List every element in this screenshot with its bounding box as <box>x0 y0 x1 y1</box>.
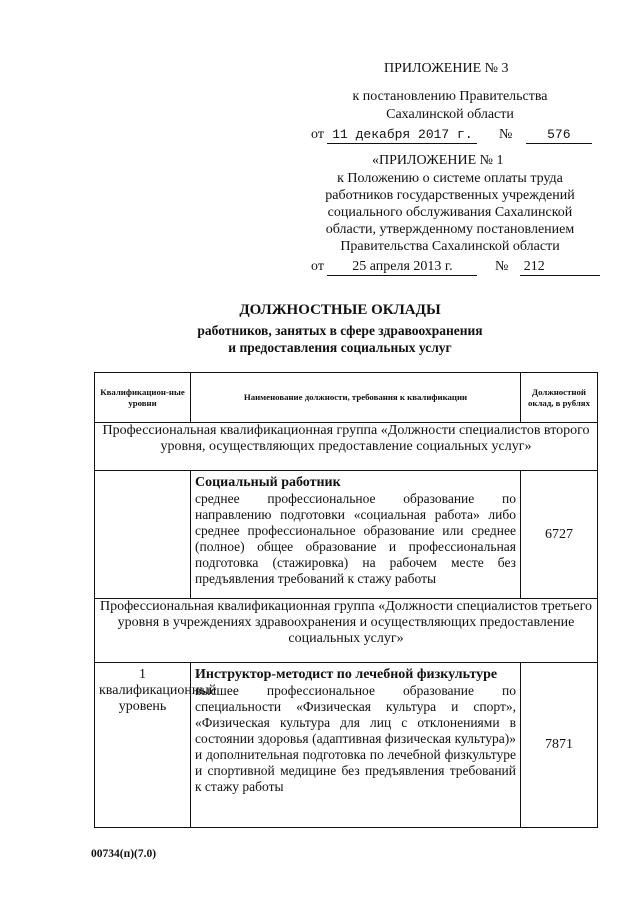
appendix3-number: 576 <box>526 127 592 144</box>
document-code: 00734(п)(7.0) <box>91 848 157 860</box>
header-level: Квалификацион-ные уровни <box>95 373 191 423</box>
appendix1-line: работников государственных учреждений <box>325 188 575 203</box>
appendix1-title: «ПРИЛОЖЕНИЕ № 1 <box>372 153 504 168</box>
appendix3-date-row <box>311 126 592 144</box>
row1-salary: 6727 <box>521 471 598 599</box>
appendix1-line: социального обслуживания Сахалинской <box>327 205 573 220</box>
row2-level: 1 квалификационный уровень <box>95 663 191 828</box>
row2-position-cell <box>191 663 521 828</box>
row2-requirements: высшее профессиональное образование по специальности «Физическая культура и спорт», «Физическая культура для лиц с отклонениями в состоянии здоровья (адаптивная физическая культура)» и дополнительная подготовка по лечебной физкультуре и спортивной медицине без предъявления требований к стажу работы <box>195 683 516 794</box>
appendix1-line: Правительства Сахалинской области <box>340 239 560 254</box>
appendix1-lines <box>300 170 600 255</box>
appendix3-from-label: от <box>311 127 324 142</box>
group-row <box>95 599 598 663</box>
row2-salary: 7871 <box>521 663 598 828</box>
row1-position-name: Социальный работник <box>195 475 341 490</box>
row1-level <box>95 471 191 599</box>
appendix3-line2: Сахалинской области <box>386 107 514 122</box>
header-salary: Должностной оклад, в рублях <box>521 373 598 423</box>
appendix3-title: ПРИЛОЖЕНИЕ № 3 <box>384 61 509 76</box>
appendix1-date: 25 апреля 2013 г. <box>327 259 477 276</box>
appendix1-number: 212 <box>520 259 600 276</box>
page-title: ДОЛЖНОСТНЫЕ ОКЛАДЫ <box>239 302 441 318</box>
table-header-row <box>95 373 598 423</box>
page-subtitle-1: работников, занятых в сфере здравоохранения <box>197 323 483 338</box>
appendix3-num-label: № <box>498 127 513 142</box>
appendix1-num-label: № <box>494 259 509 274</box>
header-position: Наименование должности, требования к квалификации <box>191 373 521 423</box>
row1-position-cell <box>191 471 521 599</box>
row1-requirements: среднее профессиональное образование по направлению подготовки «социальная работа» либо среднее профессиональное образование или среднее (полное) общее образование и профессиональная подготовка (стажировка) на рабочем месте без предъявления требований к стажу работы <box>195 491 516 586</box>
appendix1-line: к Положению о системе оплаты труда <box>337 171 563 186</box>
salary-table <box>94 372 598 828</box>
appendix1-date-row <box>311 258 600 276</box>
group-1-label: Профессиональная квалификационная группа «Должности специалистов второго уровня, осуществляющих предоставление социальных услуг» <box>95 423 598 471</box>
appendix3-line1: к постановлению Правительства <box>352 89 548 104</box>
group-row <box>95 423 598 471</box>
appendix1-from-label: от <box>311 259 324 274</box>
row2-position-name: Инструктор-методист по лечебной физкультуре <box>195 667 498 682</box>
appendix3-date: 11 декабря 2017 г. <box>327 127 477 144</box>
appendix1-line: области, утвержденному постановлением <box>325 222 575 237</box>
page-subtitle-2: и предоставления социальных услуг <box>228 340 452 355</box>
group-2-label: Профессиональная квалификационная группа «Должности специалистов третьего уровня в учреждениях здравоохранения и осуществляющих предоставление социальных услуг» <box>95 599 598 663</box>
table-row <box>95 663 598 828</box>
table-row <box>95 471 598 599</box>
